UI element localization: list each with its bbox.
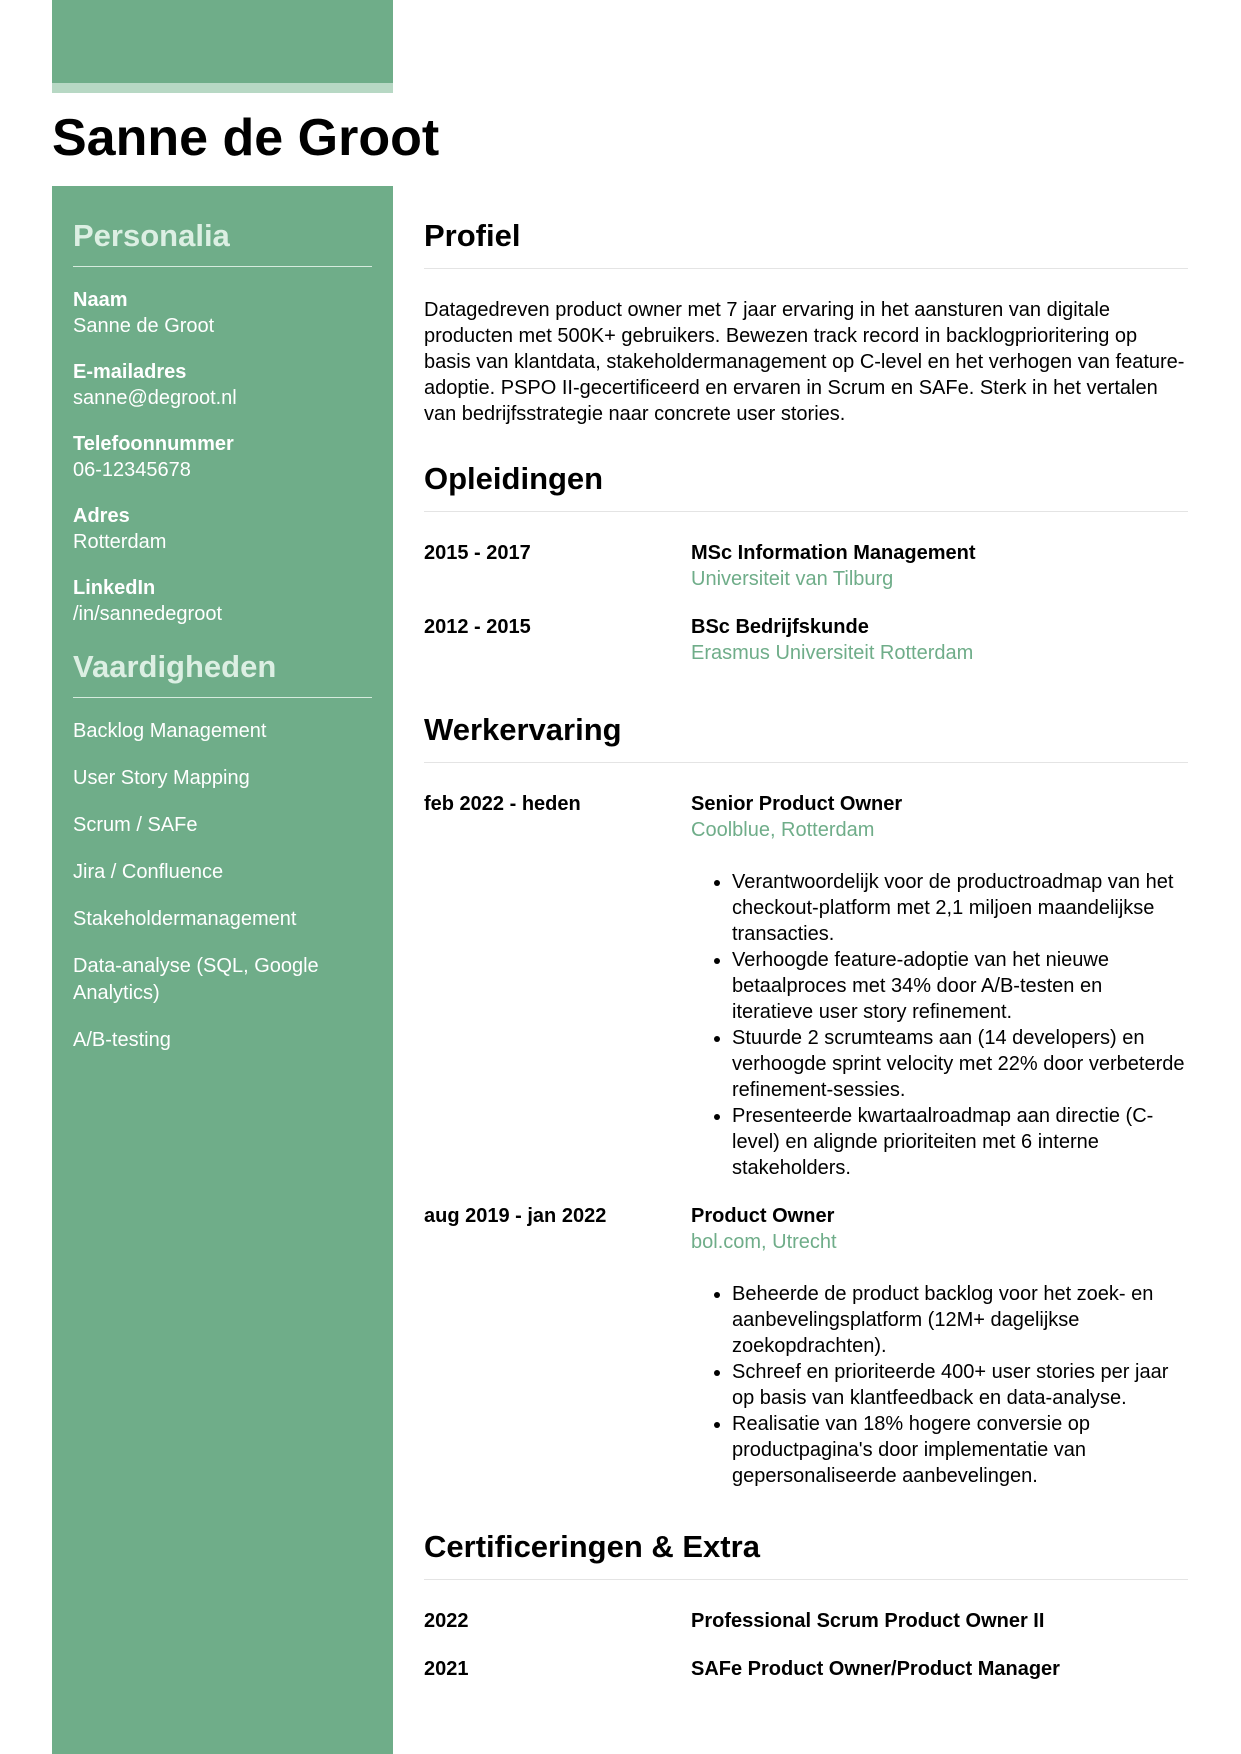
experience-item — [424, 1203, 1188, 1489]
field-value: sanne@degroot.nl — [73, 387, 237, 409]
list-item: • Realisatie van 18% hogere conversie op productpagina's door implementatie van gepersonaliseerde aanbevelingen. — [732, 1411, 1188, 1489]
experience-section — [424, 710, 1188, 1517]
divider — [424, 268, 1188, 269]
experience-period: feb 2022 - heden — [424, 793, 581, 815]
field-label: Telefoonnummer — [73, 433, 234, 455]
education-item — [424, 614, 1188, 666]
main-content — [424, 186, 1188, 1704]
certification-name: SAFe Product Owner/Product Manager — [691, 1658, 1060, 1680]
skills-section-title: Vaardigheden — [73, 649, 277, 684]
education-item — [424, 540, 1188, 592]
experience-role: Senior Product Owner — [691, 793, 903, 815]
field-value: Sanne de Groot — [73, 315, 215, 337]
skill-item: User Story Mapping — [73, 767, 250, 789]
education-period: 2012 - 2015 — [424, 616, 531, 638]
education-degree: MSc Information Management — [691, 542, 976, 564]
experience-bullets — [691, 869, 1188, 1181]
certification-name: Professional Scrum Product Owner II — [691, 1610, 1045, 1632]
field-email — [73, 359, 372, 411]
experience-company: Coolblue, Rotterdam — [691, 819, 875, 841]
divider — [73, 697, 372, 698]
field-address — [73, 503, 372, 555]
experience-bullets — [691, 1281, 1188, 1489]
skill-item: Data-analyse (SQL, Google Analytics) — [73, 955, 319, 1004]
page-title: Sanne de Groot — [52, 109, 440, 167]
certifications-title: Certificeringen & Extra — [424, 1529, 760, 1564]
certification-year: 2021 — [424, 1658, 469, 1680]
certification-item — [424, 1608, 1188, 1634]
experience-item — [424, 791, 1188, 1181]
skill-item: Stakeholdermanagement — [73, 908, 297, 930]
education-school: Erasmus Universiteit Rotterdam — [691, 642, 974, 664]
list-item: • Verhoogde feature-adoptie van het nieuwe betaalproces met 34% door A/B-testen en iteratieve user story refinement. — [732, 947, 1188, 1025]
field-phone — [73, 431, 372, 483]
list-item: • Beheerde de product backlog voor het zoek- en aanbevelingsplatform (12M+ dagelijkse zoekopdrachten). — [732, 1281, 1188, 1359]
list-item: • Schreef en prioriteerde 400+ user stories per jaar op basis van klantfeedback en data-analyse. — [732, 1359, 1188, 1411]
experience-role: Product Owner — [691, 1205, 835, 1227]
personal-section-title: Personalia — [73, 218, 230, 253]
list-item: • Stuurde 2 scrumteams aan (14 developers) en verhoogde sprint velocity met 22% door verbeterde refinement-sessies. — [732, 1025, 1188, 1103]
education-title: Opleidingen — [424, 461, 604, 496]
field-label: E-mailadres — [73, 361, 187, 383]
skill-item: Scrum / SAFe — [73, 814, 198, 836]
experience-company: bol.com, Utrecht — [691, 1231, 837, 1253]
field-linkedin — [73, 575, 372, 627]
profile-title: Profiel — [424, 218, 521, 253]
divider — [424, 1579, 1188, 1580]
header-color-block — [52, 0, 393, 83]
field-label: LinkedIn — [73, 577, 156, 599]
field-value: /in/sannedegroot — [73, 603, 223, 625]
list-item: • Presenteerde kwartaalroadmap aan directie (C-level) en alignde prioriteiten met 6 interne stakeholders. — [732, 1103, 1188, 1181]
certification-item — [424, 1656, 1188, 1682]
experience-period: aug 2019 - jan 2022 — [424, 1205, 607, 1227]
divider — [424, 762, 1188, 763]
field-name — [73, 287, 372, 339]
skill-item: A/B-testing — [73, 1029, 171, 1051]
divider — [424, 511, 1188, 512]
field-label: Naam — [73, 289, 128, 311]
certifications-section — [424, 1527, 1188, 1682]
education-period: 2015 - 2017 — [424, 542, 531, 564]
profile-section — [424, 186, 1188, 427]
profile-text: Datagedreven product owner met 7 jaar ervaring in het aansturen van digitale producten met 500K+ gebruikers. Bewezen track record in backlogprioritering op basis van klantdata, stakeholdermanagement op C-level en het verhogen van feature-adoptie. PSPO II-gecertificeerd en ervaren in Scrum en SAFe. Sterk in het vertalen van bedrijfsstrategie naar concrete user stories. — [424, 299, 1185, 425]
education-section — [424, 459, 1188, 700]
skill-item: Backlog Management — [73, 720, 267, 742]
header-accent-strip — [52, 83, 393, 93]
field-label: Adres — [73, 505, 130, 527]
education-degree: BSc Bedrijfskunde — [691, 616, 869, 638]
divider — [73, 266, 372, 267]
experience-title: Werkervaring — [424, 712, 622, 747]
sidebar — [52, 186, 393, 1754]
list-item: • Verantwoordelijk voor de productroadmap van het checkout-platform met 2,1 miljoen maandelijkse transacties. — [732, 869, 1188, 947]
field-value: Rotterdam — [73, 531, 167, 553]
skill-item: Jira / Confluence — [73, 861, 224, 883]
field-value: 06-12345678 — [73, 459, 191, 481]
certification-year: 2022 — [424, 1610, 469, 1632]
education-school: Universiteit van Tilburg — [691, 568, 894, 590]
